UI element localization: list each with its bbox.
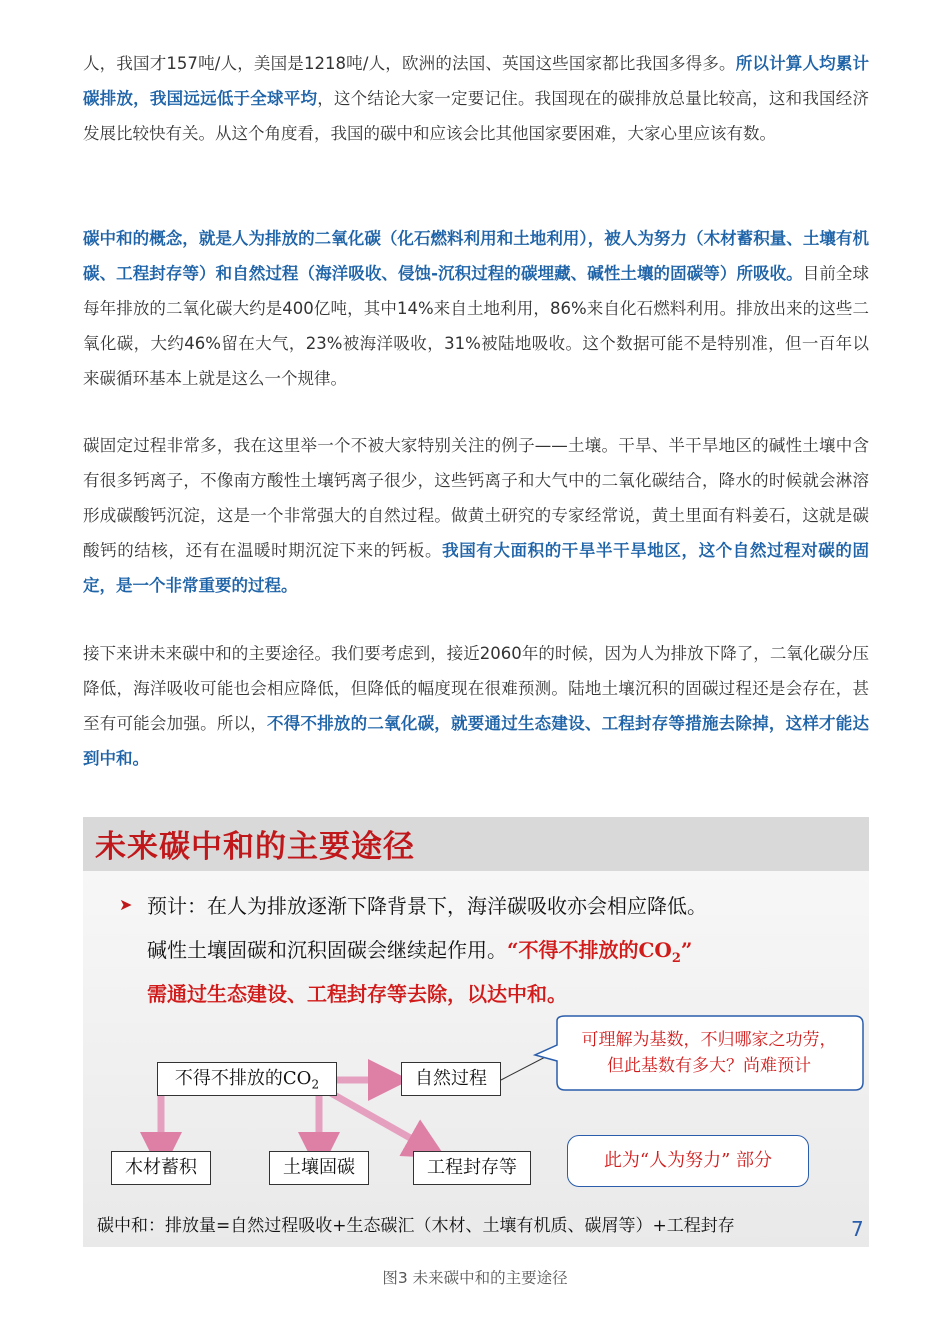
paragraph-2 bbox=[83, 221, 869, 396]
slide-line-3: 需通过生态建设、工程封存等去除，以达中和。 bbox=[147, 982, 567, 1006]
callout-text bbox=[561, 1027, 857, 1079]
bullet-arrow-icon: ➤ bbox=[119, 895, 133, 914]
box-unavoidable-co2-label: 不得不排放的CO bbox=[174, 1068, 312, 1089]
callout-line-2: 但此基数有多大？尚难预计 bbox=[607, 1056, 811, 1076]
slide-line-1: 预计：在人为排放逐渐下降背景下，海洋碳吸收亦会相应降低。 bbox=[147, 894, 707, 918]
body-text: ，这个结论大家一定要记住。我国现在的碳排放总量比较高，这和我国经济发展比较快有关。从这个角度看，我国的碳中和应该会比其他国家要困难，大家心里应该有数。 bbox=[83, 89, 870, 143]
box-soil-carbon: 土壤固碳 bbox=[269, 1151, 369, 1185]
highlighted-text: 所以计算人均累计碳排放，我国远远低于全球平均 bbox=[83, 54, 870, 108]
figure-caption: 图3 未来碳中和的主要途径 bbox=[382, 1269, 568, 1287]
paragraph-1 bbox=[83, 46, 869, 151]
highlighted-text: 我国有大面积的干旱半干旱地区，这个自然过程对碳的固定，是一个非常重要的过程。 bbox=[83, 541, 870, 595]
slide-line-2-red-text: “不得不排放的CO bbox=[507, 938, 672, 962]
body-text: 碳固定过程非常多，我在这里举一个不被大家特别关注的例子——土壤。干旱、半干旱地区的碱性土壤中含有很多钙离子，不像南方酸性土壤钙离子很少，这些钙离子和大气中的二氧化碳结合，降水的时候就会淋溶形成碳酸钙沉淀，这是一个非常强大的自然过程。做黄土研究的专家经常说，黄土里面有料姜石，这就是碳酸钙的结核，还有在温暖时期沉淀下来的钙板。 bbox=[83, 436, 869, 560]
body-text: 人，我国才157吨/人，美国是1218吨/人，欧洲的法国、英国这些国家都比我国多得多。 bbox=[83, 54, 736, 73]
body-text: 目前全球每年排放的二氧化碳大约是400亿吨，其中14%来自土地利用，86%来自化石燃料利用。排放出来的这些二氧化碳，大约46%留在大气，23%被海洋吸收，31%被陆地吸收。这个数据可能不是特别准，但一百年以来碳循环基本上就是这么一个规律。 bbox=[83, 264, 869, 388]
paragraph-3 bbox=[83, 428, 869, 603]
figure-slide bbox=[83, 817, 869, 1247]
human-effort-note: 此为“人为努力” 部分 bbox=[567, 1135, 809, 1187]
highlighted-text: 不得不排放的二氧化碳，就要通过生态建设、工程封存等措施去除掉，这样才能达到中和。 bbox=[83, 714, 870, 768]
box-unavoidable-co2 bbox=[157, 1062, 337, 1096]
slide-line-2-text: 碱性土壤固碳和沉积固碳会继续起作用。 bbox=[147, 938, 507, 962]
co2-subscript: 2 bbox=[671, 951, 681, 966]
slide-page-number: 7 bbox=[851, 1217, 864, 1241]
arrow-to-engineering bbox=[329, 1092, 428, 1148]
highlighted-text: 碳中和的概念，就是人为排放的二氧化碳（化石燃料利用和土地利用），被人为努力（木材蓄积量、土壤有机碳、工程封存等）和自然过程（海洋吸收、侵蚀-沉积过程的碳埋藏、碱性土壤的固碳等）所吸收。 bbox=[83, 229, 869, 283]
slide-title: 未来碳中和的主要途径 bbox=[95, 829, 415, 865]
callout-line-1: 可理解为基数，不归哪家之功劳， bbox=[581, 1030, 837, 1050]
box-natural-process: 自然过程 bbox=[401, 1062, 501, 1096]
box-co2-subscript: 2 bbox=[311, 1077, 320, 1092]
body-text: 接下来讲未来碳中和的主要途径。我们要考虑到，接近2060年的时候，因为人为排放下降了，二氧化碳分压降低，海洋吸收可能也会相应降低，但降低的幅度现在很难预测。陆地土壤沉积的固碳过程还是会存在，甚至有可能会加强。所以， bbox=[83, 644, 869, 733]
carbon-neutral-formula: 碳中和：排放量=自然过程吸收+生态碳汇（木材、土壤有机质、碳屑等）+工程封存 bbox=[97, 1216, 735, 1236]
paragraph-4 bbox=[83, 636, 869, 776]
box-engineering-storage: 工程封存等 bbox=[413, 1151, 531, 1185]
slide-line-2-red-quote: ” bbox=[680, 938, 693, 962]
box-wood-stock: 木材蓄积 bbox=[111, 1151, 211, 1185]
